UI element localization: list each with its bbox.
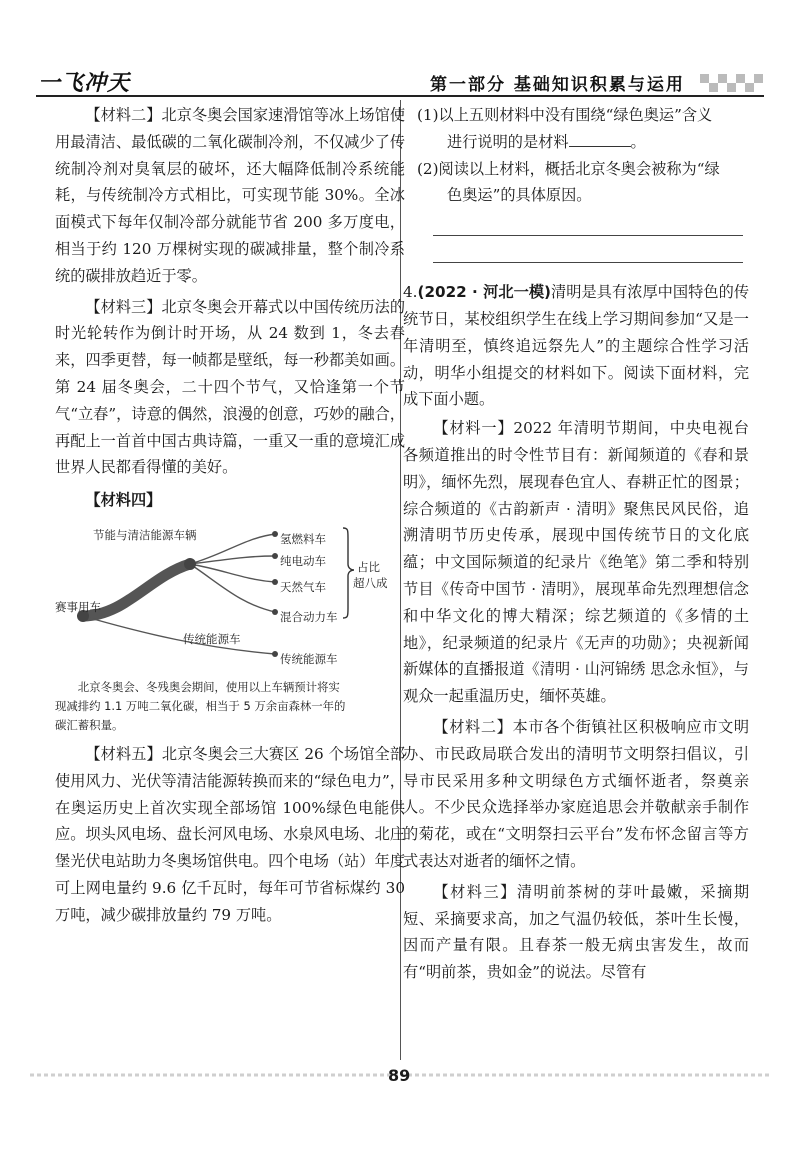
left-column [55,102,405,929]
vehicle-diagram [55,516,405,676]
diagram-leaf-traditional: 传统能源车 [280,651,338,666]
header-rule [36,95,764,97]
reading-material-2: 【材料二】本市各个街镇社区积极响应市文明办、市民政局联合发出的清明节文明祭扫倡议，引导市民采用多种文明绿色方式缅怀逝者，祭奠亲人。不少民众选择举办家庭追思会并敬献亲手制作的菊花，或在“文明祭扫云平台”发布怀念留言等方式表达对逝者的缅怀之情。 [403,717,749,870]
question-4-intro: 4.(2022 · 河北一模)清明是具有浓厚中国特色的传统节日，某校组织学生在线上学习期间参加“又是一年清明至，慎终追远祭先人”的主题综合性学习活动，明华小组提交的材料如下。阅读下面材料，完成下面小题。 [403,283,750,409]
question-2-line-1: (2)阅读以上材料，概括北京冬奥会被称为“绿 [417,159,720,178]
header-section-title: 第一部分 基础知识积累与运用 [430,75,685,95]
material-3: 【材料三】北京冬奥会开幕式以中国传统历法的时光轮转作为倒计时开场，从 24 数到 1，冬去春来，四季更替，每一帧都是壁纸，每一秒都美如画。第 24 届冬奥会，二十四个节气，又恰逢第一个节气“立春”，诗意的偶然，浪漫的创意，巧妙的融合，再配上一首首中国古典诗篇，一重又一重的意境汇成世界人民都看得懂的美好。 [55,297,405,477]
diagram-branch-traditional: 传统能源车 [183,631,241,646]
diagram-root: 赛事用车 [55,599,101,614]
page-number: 89 [388,1066,411,1085]
diagram-leaf-hybrid: 混合动力车 [280,609,338,624]
answer-blank[interactable] [569,130,631,147]
reading-material-3: 【材料三】清明前茶树的芽叶最嫩，采摘期短、采摘要求高，加之气温仍较低，茶叶生长慢，因而产量有限。且春茶一般无病虫害发生，故而有“明前茶，贵如金”的说法。尽管有 [403,882,749,982]
answer-line-1[interactable] [433,209,743,236]
material-4-title: 【材料四】 [85,491,162,510]
diagram-bracket-label-1: 占比 [357,559,380,574]
reading-material-1: 【材料一】2022 年清明节期间，中央电视台各频道推出的时令性节目有：新闻频道的《春和景明》，缅怀先烈，展现春色宜人、春耕正忙的图景；综合频道的《古韵新声 · 清明》聚焦民风民俗，追溯清明节历史传承，展现中国传统节日的文化底蕴；中文国际频道的纪录片《绝笔》第二季和特别节目《传奇中国节 · 清明》，展现革命先烈理想信念和中华文化的博大精深；综艺频道的《多情的土地》，纪录频道的纪录片《无声的功勋》；央视新闻新媒体的直播报道《清明 · 山河锦绣 思念永恒》，与观众一起重温历史，缅怀英雄。 [403,419,749,706]
diagram-caption: 北京冬奥会、冬残奥会期间，使用以上车辆预计将实 现减排约 1.1 万吨二氧化碳，相当于 5 万余亩森林一年的 碳汇蓄积量。 [55,679,346,732]
right-column [403,102,749,986]
material-5: 【材料五】北京冬奥会三大赛区 26 个场馆全部使用风力、光伏等清洁能源转换而来的“绿色电力”，在奥运历史上首次实现全部场馆 100%绿色电能供应。坝头风电场、盘长河风电场、水泉风电场、北庄堡光伏电站助力冬奥场馆供电。四个电场（站）年度可上网电量约 9.6 亿千瓦时，每年可节省标煤约 30 万吨，减少碳排放量约 79 万吨。 [55,744,405,924]
diagram-branch-clean: 节能与清洁能源车辆 [93,527,197,542]
header-decoration [700,74,764,92]
question-1-line-1: (1)以上五则材料中没有围绕“绿色奥运”含义 [417,106,713,124]
question-2-line-2: 色奥运”的具体原因。 [447,186,592,205]
branch-node [184,558,196,570]
question-1-line-2: 进行说明的是材料 。 [403,129,749,156]
diagram-leaf-gas: 天然气车 [280,579,326,594]
material-2: 【材料二】北京冬奥会国家速滑馆等冰上场馆使用最清洁、最低碳的二氧化碳制冷剂，不仅减少了传统制冷剂对臭氧层的破坏，还大幅降低制冷系统能耗，与传统制冷方式相比，可实现节能 30%。全冰面模式下每年仅制冷部分就能节省 200 多万度电，相当于约 120 万棵树实现的碳减排量，整个制冷系统的碳排放趋近于零。 [55,106,405,285]
question-4-source: (2022 · 河北一模) [417,283,552,302]
diagram-bracket-label-2: 超八成 [353,575,388,590]
diagram-leaf-hydrogen: 氢燃料车 [280,531,326,546]
diagram-leaf-electric: 纯电动车 [280,553,326,568]
question-4-number: 4. [403,283,418,302]
answer-line-2[interactable] [433,236,743,263]
header-logo: 一飞冲天 [38,71,131,96]
